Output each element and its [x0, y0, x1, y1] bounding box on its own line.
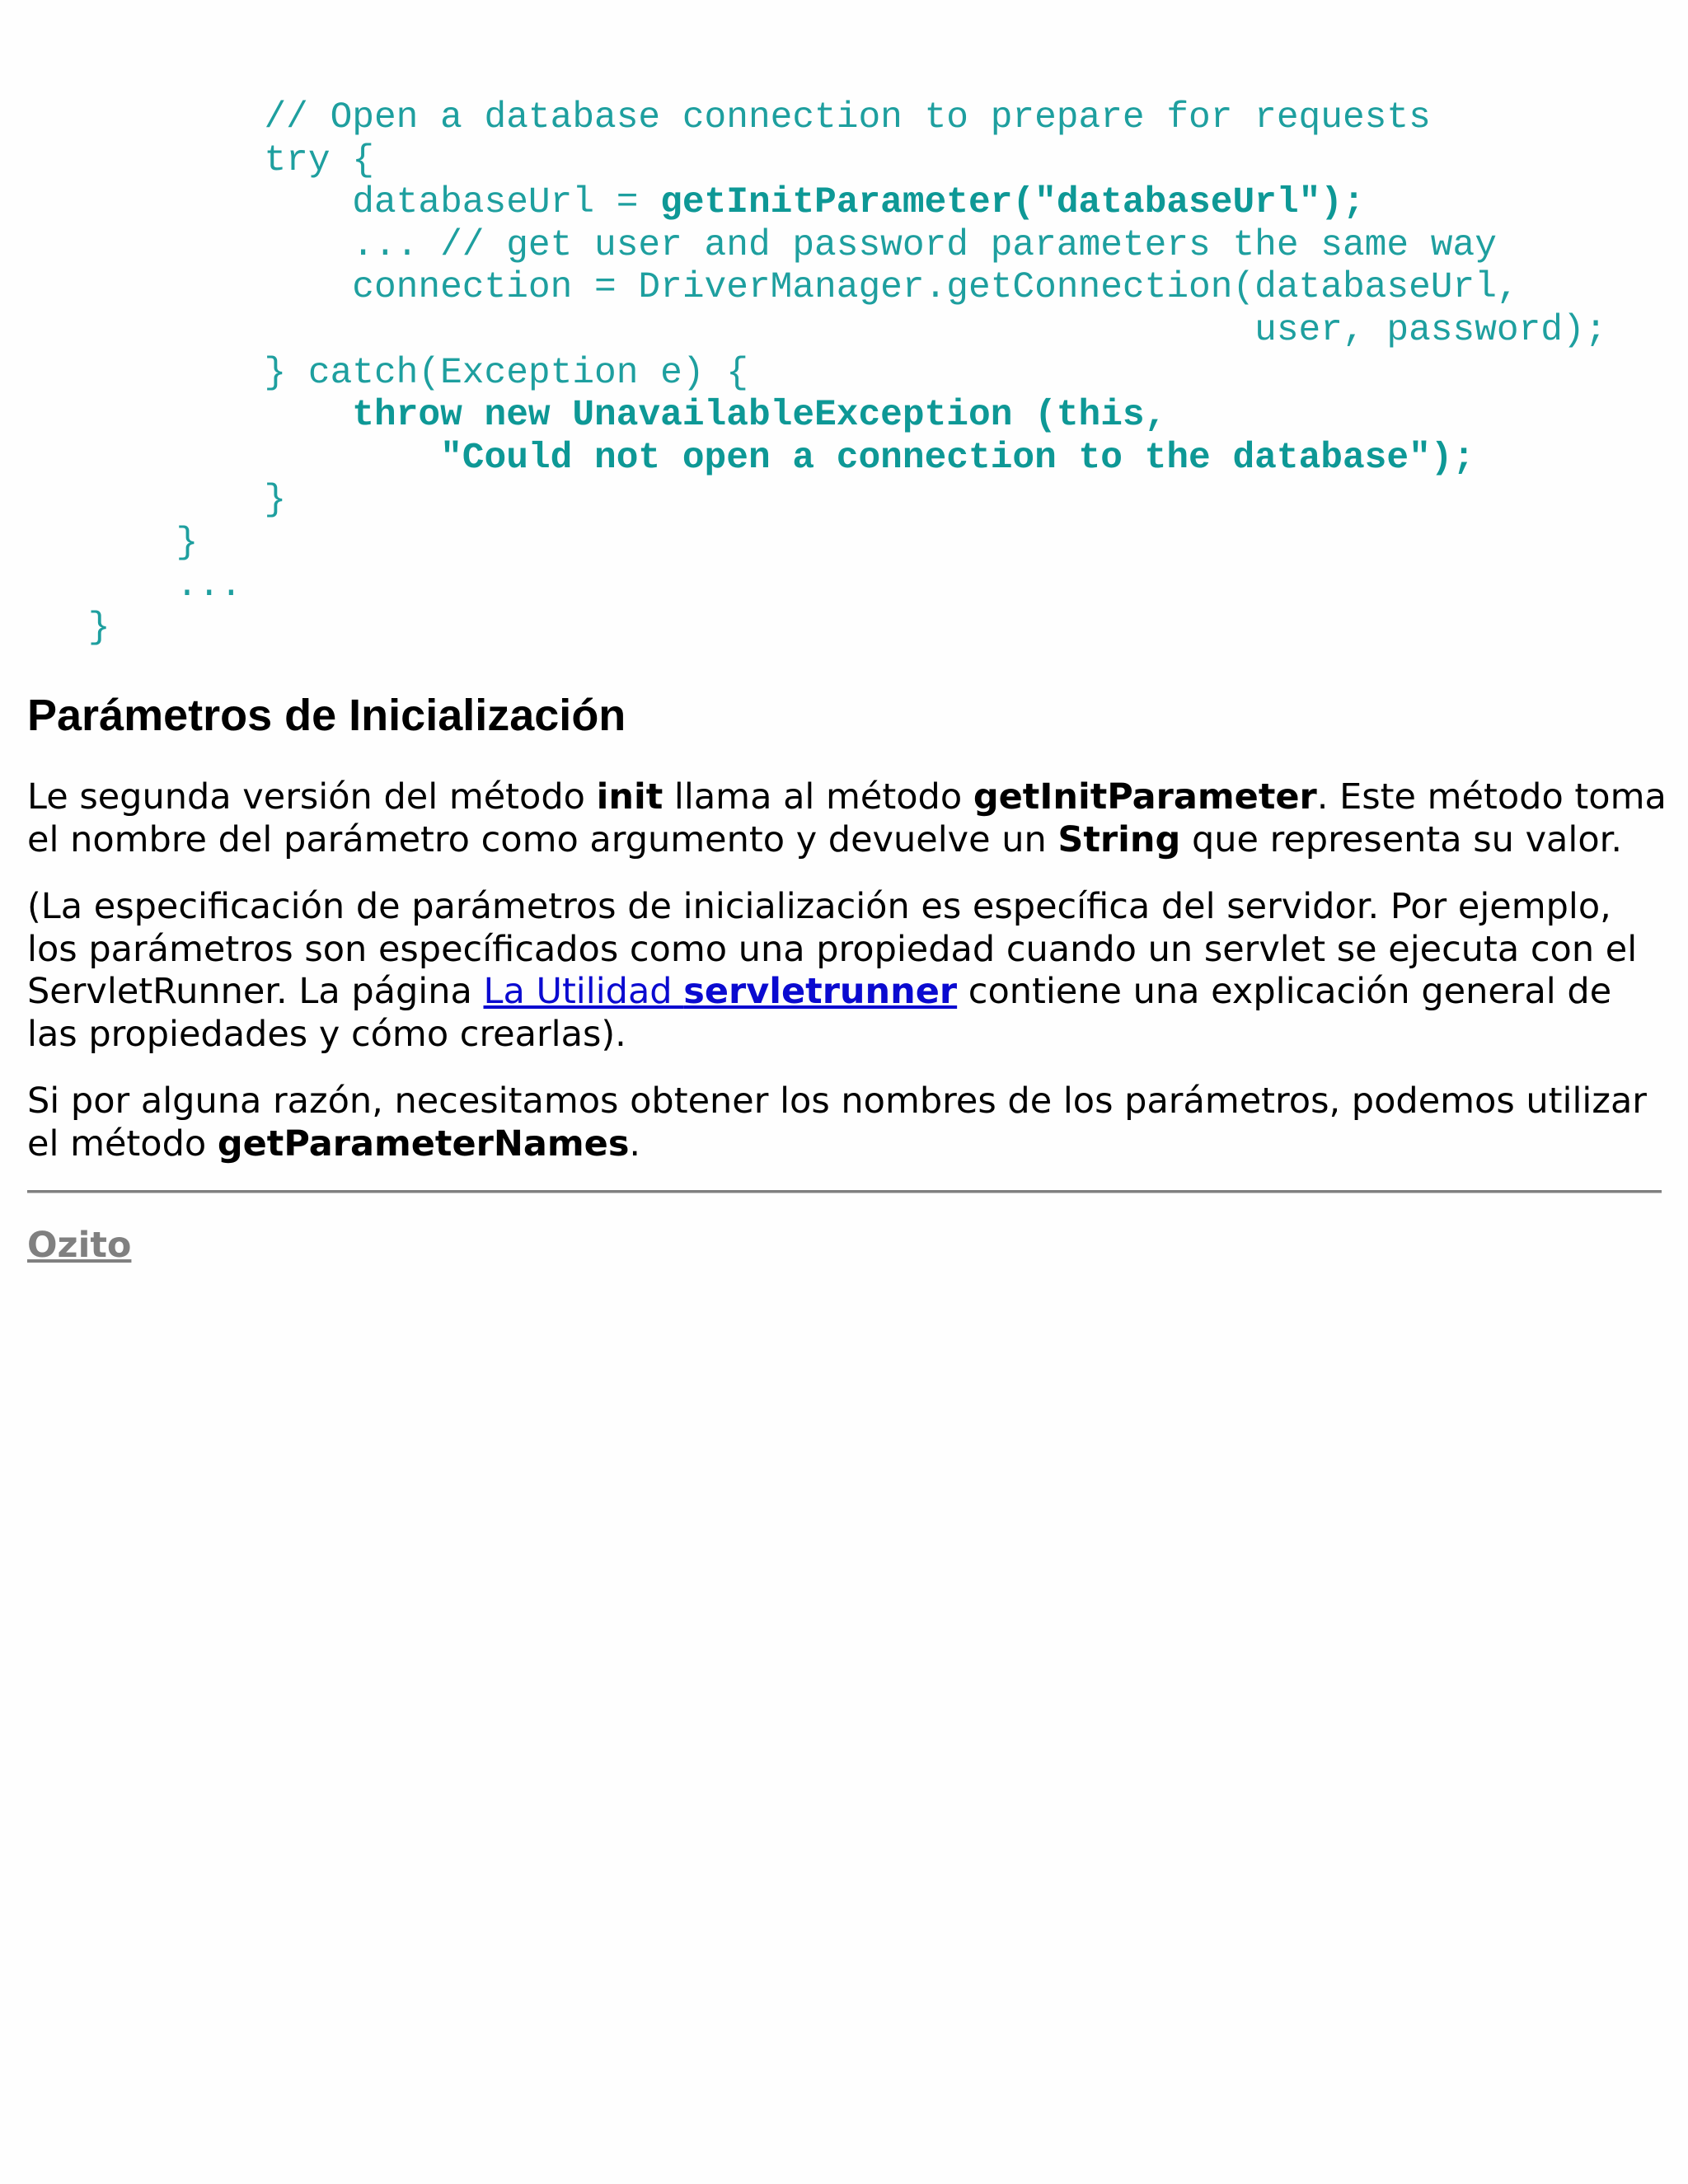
code-text: } [0, 522, 199, 564]
keyword-getparameternames: getParameterNames [217, 1122, 630, 1165]
code-line [0, 353, 1606, 396]
code-line [0, 310, 1606, 353]
code-line [0, 97, 1606, 140]
keyword-getinitparameter: getInitParameter [973, 776, 1317, 818]
code-text: user, password); [0, 309, 1607, 351]
code-bold-text: throw new UnavailableException (this, [352, 395, 1167, 437]
paragraph-server-specification [27, 886, 1667, 1056]
ozito-link[interactable]: Ozito [27, 1225, 132, 1266]
code-text: } catch(Exception e) { [0, 352, 748, 394]
code-line [0, 182, 1606, 225]
text: contiene una explicación general de las propiedades y cómo crearlas). [27, 971, 1612, 1055]
code-line [0, 565, 1606, 608]
servletrunner-link[interactable] [484, 971, 958, 1012]
code-line [0, 480, 1606, 523]
text: . [629, 1122, 641, 1165]
link-bold-text: servletrunner [683, 971, 958, 1012]
code-text: connection = DriverManager.getConnection(databaseUrl, [0, 267, 1519, 309]
code-line [0, 267, 1606, 310]
section-heading: Parámetros de Inicialización [27, 691, 626, 740]
code-text: // Open a database connection to prepare for requests [0, 97, 1431, 138]
text: Si por alguna razón, necesitamos obtener los nombres de los parámetros, podemos utilizar el método [27, 1080, 1647, 1165]
paragraph-init-method [27, 776, 1667, 861]
text: Le segunda versión del método [27, 776, 597, 818]
paragraph-parameter-names [27, 1080, 1667, 1165]
code-line [0, 225, 1606, 268]
code-block [0, 97, 1606, 650]
divider [27, 1190, 1662, 1193]
code-text: ... // get user and password parameters the same way [0, 224, 1497, 266]
text: (La especificación de parámetros de inicialización es específica del servidor. Por ejemplo, los parámetros son específicados como una propiedad cuando un servlet se ejecuta con el ServletRunner. La página [27, 886, 1638, 1012]
keyword-string: String [1057, 818, 1181, 860]
code-text [0, 395, 352, 436]
code-text [0, 438, 440, 479]
code-line [0, 523, 1606, 565]
code-text: ... [0, 565, 242, 607]
code-line [0, 395, 1606, 438]
code-text: databaseUrl = [0, 182, 661, 224]
code-bold-text: getInitParameter("databaseUrl"); [660, 182, 1365, 224]
text: . Este método toma el nombre del parámetro como argumento y devuelve un [27, 776, 1667, 860]
code-line [0, 438, 1606, 480]
code-text: } [0, 480, 287, 522]
code-text: } [0, 607, 110, 649]
code-bold-text: "Could not open a connection to the database"); [440, 437, 1475, 479]
link-text: La Utilidad [483, 971, 684, 1012]
text: que representa su valor. [1180, 818, 1623, 860]
keyword-init: init [596, 776, 663, 818]
text: llama al método [663, 776, 973, 818]
code-line [0, 607, 1606, 650]
main-content [27, 686, 1667, 1266]
code-text: try { [0, 139, 374, 181]
code-line [0, 140, 1606, 183]
